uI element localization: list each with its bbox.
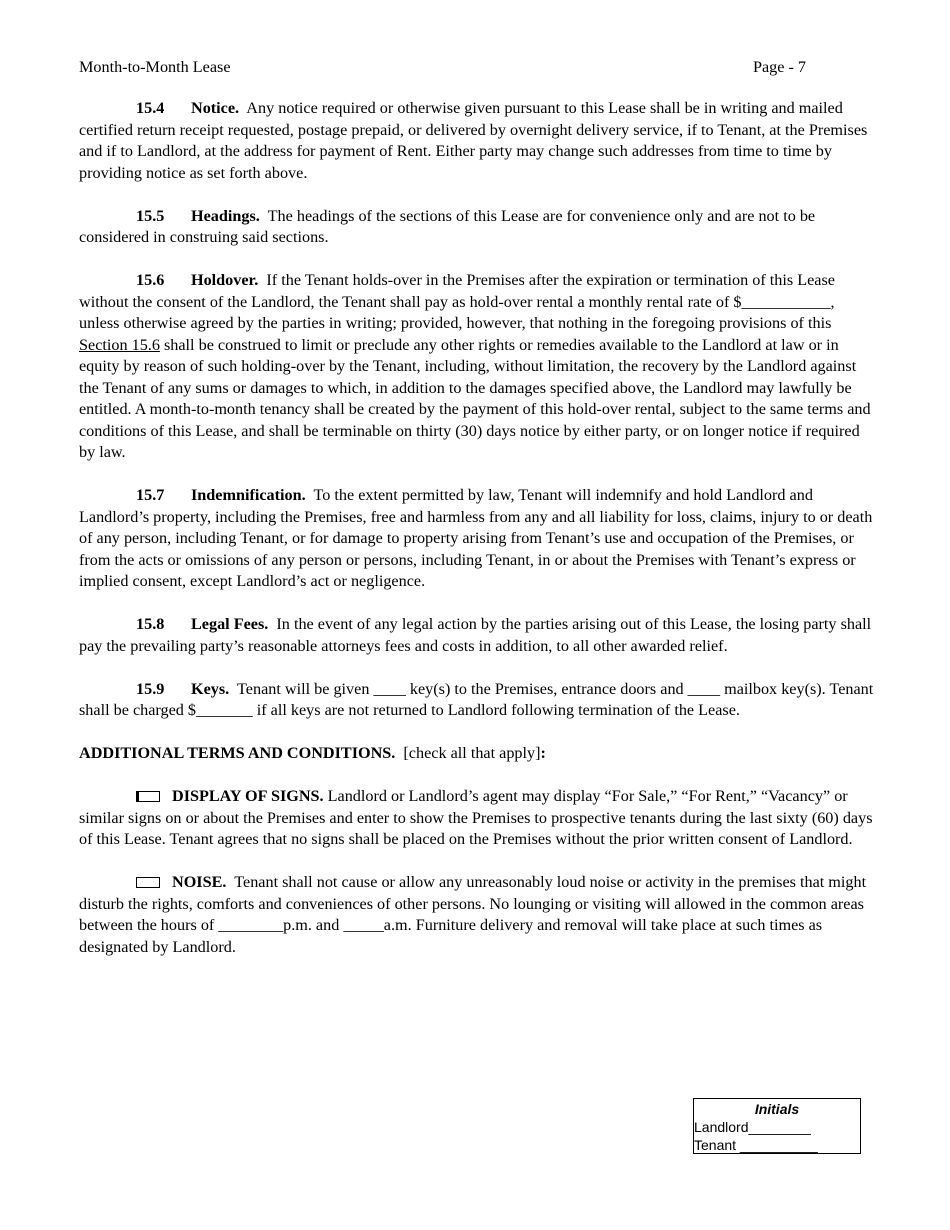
section-body: Tenant will be given ____ key(s) to the Premises, entrance doors and ____ mailbox key(s). Tenant shall be charged $_______ if all keys are not returned to Landlord following termination of the Lease. — [79, 679, 874, 719]
additional-terms-note: [check all that apply] — [403, 744, 541, 762]
section-body: shall be construed to limit or preclude any other rights or remedies available to the Landlord at law or in equity by reason of such holding-over by the Tenant, including, without limitation, the recovery by the Landlord against the Tenant of any sums or damages to which, in addition to the damages specified above, the Landlord may lawfully be entitled. A month-to-month tenancy shall be created by the payment of this hold-over rental, subject to the same terms and conditions of this Lease, and shall be terminable on thirty (30) days notice by either party, or on longer notice if required by law. — [79, 335, 871, 461]
section-title: Holdover. — [191, 271, 259, 289]
term-noise — [79, 872, 874, 958]
section-title: Keys. — [191, 679, 230, 698]
section-body: In the event of any legal action by the parties arising out of this Lease, the losing party shall pay the prevailing party’s reasonable attorneys fees and costs in addition, to all other awarded relief. — [79, 615, 872, 655]
section-15-7 — [79, 485, 874, 593]
term-display-of-signs — [79, 786, 874, 851]
section-number: 15.4 — [136, 99, 165, 117]
term-title: DISPLAY OF SIGNS. — [172, 787, 324, 805]
term-title: NOISE. — [172, 873, 227, 891]
document-body — [79, 98, 874, 980]
section-15-8 — [79, 614, 874, 657]
section-body: To the extent permitted by law, Tenant will indemnify and hold Landlord and Landlord’s property, including the Premises, free and harmless from any and all liability for loss, claims, injury to or death of any person, including Tenant, or for damage to property arising from Tenant’s use and occupation of the Premises, or from the acts or omissions of any person or persons, including Tenant, in or about the Premises with Tenant’s express or implied consent, except Landlord’s act or negligence. — [79, 486, 873, 590]
page-header — [79, 57, 806, 79]
term-body: Landlord or Landlord’s agent may display “For Sale,” “For Rent,” “Vacancy” or similar signs on or about the Premises and enter to show the Premises to prospective tenants during the last sixty (60) days of this Lease. Tenant agrees that no signs shall be placed on the Premises without the prior written consent of Landlord. — [79, 787, 873, 848]
section-title: Headings. — [191, 206, 260, 225]
section-number: 15.9 — [136, 679, 165, 698]
section-number: 15.8 — [136, 615, 165, 633]
additional-terms-title: ADDITIONAL TERMS AND CONDITIONS. — [79, 744, 396, 762]
section-title: Notice. — [191, 99, 240, 117]
section-15-9 — [79, 679, 874, 722]
section-title: Indemnification. — [191, 486, 306, 504]
section-number: 15.7 — [136, 486, 165, 504]
page-number: Page - 7 — [752, 58, 806, 76]
document-title: Month-to-Month Lease — [79, 58, 231, 76]
tenant-initials-field[interactable]: Tenant __________ — [694, 1137, 818, 1153]
noise-checkbox[interactable] — [136, 877, 160, 888]
section-body: Any notice required or otherwise given pursuant to this Lease shall be in writing and mailed certified return receipt requested, postage prepaid, or delivered by overnight delivery service, if to Tenant, at the Premises and if to Landlord, at the address for payment of Rent. Either party may change such addresses from time to time by providing notice as set forth above. — [79, 99, 868, 182]
section-body: If the Tenant holds-over in the Premises after the expiration or termination of this Lease without the consent of the Landlord, the Tenant shall pay as hold-over rental a monthly rental rate of $___________, unless otherwise agreed by the parties in writing; provided, however, that nothing in the foregoing provisions of this — [79, 271, 835, 332]
section-number: 15.6 — [136, 271, 165, 289]
initials-box — [693, 1098, 861, 1154]
additional-terms-heading: ADDITIONAL TERMS AND CONDITIONS. [check all that apply]: — [79, 744, 546, 762]
section-15-4 — [79, 98, 874, 184]
section-number: 15.5 — [136, 206, 165, 225]
section-title: Legal Fees. — [191, 615, 269, 633]
display-of-signs-checkbox[interactable] — [136, 791, 160, 802]
landlord-initials-field[interactable]: Landlord________ — [694, 1119, 811, 1135]
section-body: The headings of the sections of this Lease are for convenience only and are not to be considered in construing said sections. — [79, 206, 816, 246]
term-body: Tenant shall not cause or allow any unreasonably loud noise or activity in the premises that might disturb the rights, comforts and conveniences of other persons. No lounging or visiting will allowed in the common areas between the hours of ________p.m. and _____a.m. Furniture delivery and removal will take place at such times as designated by Landlord. — [79, 873, 867, 956]
initials-title: Initials — [754, 1101, 800, 1117]
section-reference-link: Section 15.6 — [79, 335, 160, 354]
section-15-6 — [79, 270, 874, 464]
section-15-5 — [79, 206, 874, 249]
